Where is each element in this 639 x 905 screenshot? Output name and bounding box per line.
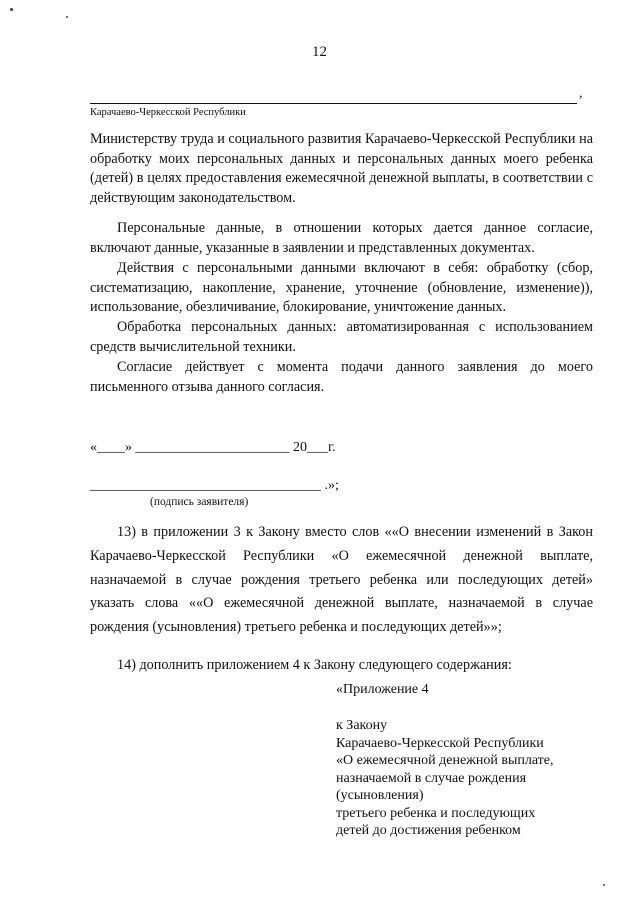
scan-speck (66, 16, 68, 18)
appendix-line: Карачаево-Черкесской Республики (336, 735, 544, 751)
appendix-line: к Закону (336, 718, 388, 733)
signature-blank-line: _________________________________ .»; (90, 478, 339, 493)
consent-paragraph-3: Действия с персональными данными включают в себя: обработку (сбор, систематизацию, накопление, хранение, уточнение (обновление, изменение)), использование, обезличивание, блокирование, уничтожение данных. (90, 260, 593, 316)
consent-paragraph-5: Согласие действует с момента подачи данного заявления до моего письменного отзыва данного согласия. (90, 359, 593, 395)
consent-paragraph-1: Министерству труда и социального развития Карачаево-Черкесской Республики на обработку моих персональных данных и персональных данных моего ребенка (детей) в целях предоставления ежемесячной денежной выплаты, в соответствии с действующим законодательством. (90, 131, 593, 206)
consent-paragraph-4: Обработка персональных данных: автоматизированная с использованием средств вычислительной техники. (90, 319, 593, 355)
appendix-title: «Приложение 4 (336, 682, 429, 697)
appendix-line: третьего ребенка и последующих (336, 805, 536, 821)
appendix-heading-block (336, 717, 596, 840)
appendix-line: «О ежемесячной денежной выплате, (336, 753, 554, 768)
page-number: 12 (312, 44, 327, 60)
header-blank-line (90, 103, 577, 104)
appendix-line: детей до достижения ребенком (336, 823, 521, 838)
signature-caption: (подпись заявителя) (150, 496, 249, 508)
appendix-line: (усыновления) (336, 788, 424, 803)
consent-paragraph-2: Персональные данные, в отношении которых дается данное согласие, включают данные, указанные в заявлении и представленных документах. (90, 220, 593, 256)
appendix-line: назначаемой в случае рождения (336, 770, 527, 786)
amendment-item-14: 14) дополнить приложением 4 к Закону следующего содержания: (117, 657, 512, 673)
amendment-item-13: 13) в приложении 3 к Закону вместо слов ««О внесении изменений в Закон Карачаево-Черкесской Республики «О ежемесячной денежной выплате, назначаемой в случае рождения третьего ребенка или последующих детей» указать слова ««О ежемесячной денежной выплате, назначаемой в случае рождения (усыновления) третьего ребенка и последующих детей»»; (90, 524, 593, 636)
scan-speck (10, 8, 13, 11)
date-blank-line: «____» ______________________ 20___г. (90, 440, 336, 455)
header-comma: , (579, 86, 583, 101)
header-region-caption: Карачаево-Черкесской Республики (90, 107, 246, 118)
scan-speck (603, 884, 605, 886)
